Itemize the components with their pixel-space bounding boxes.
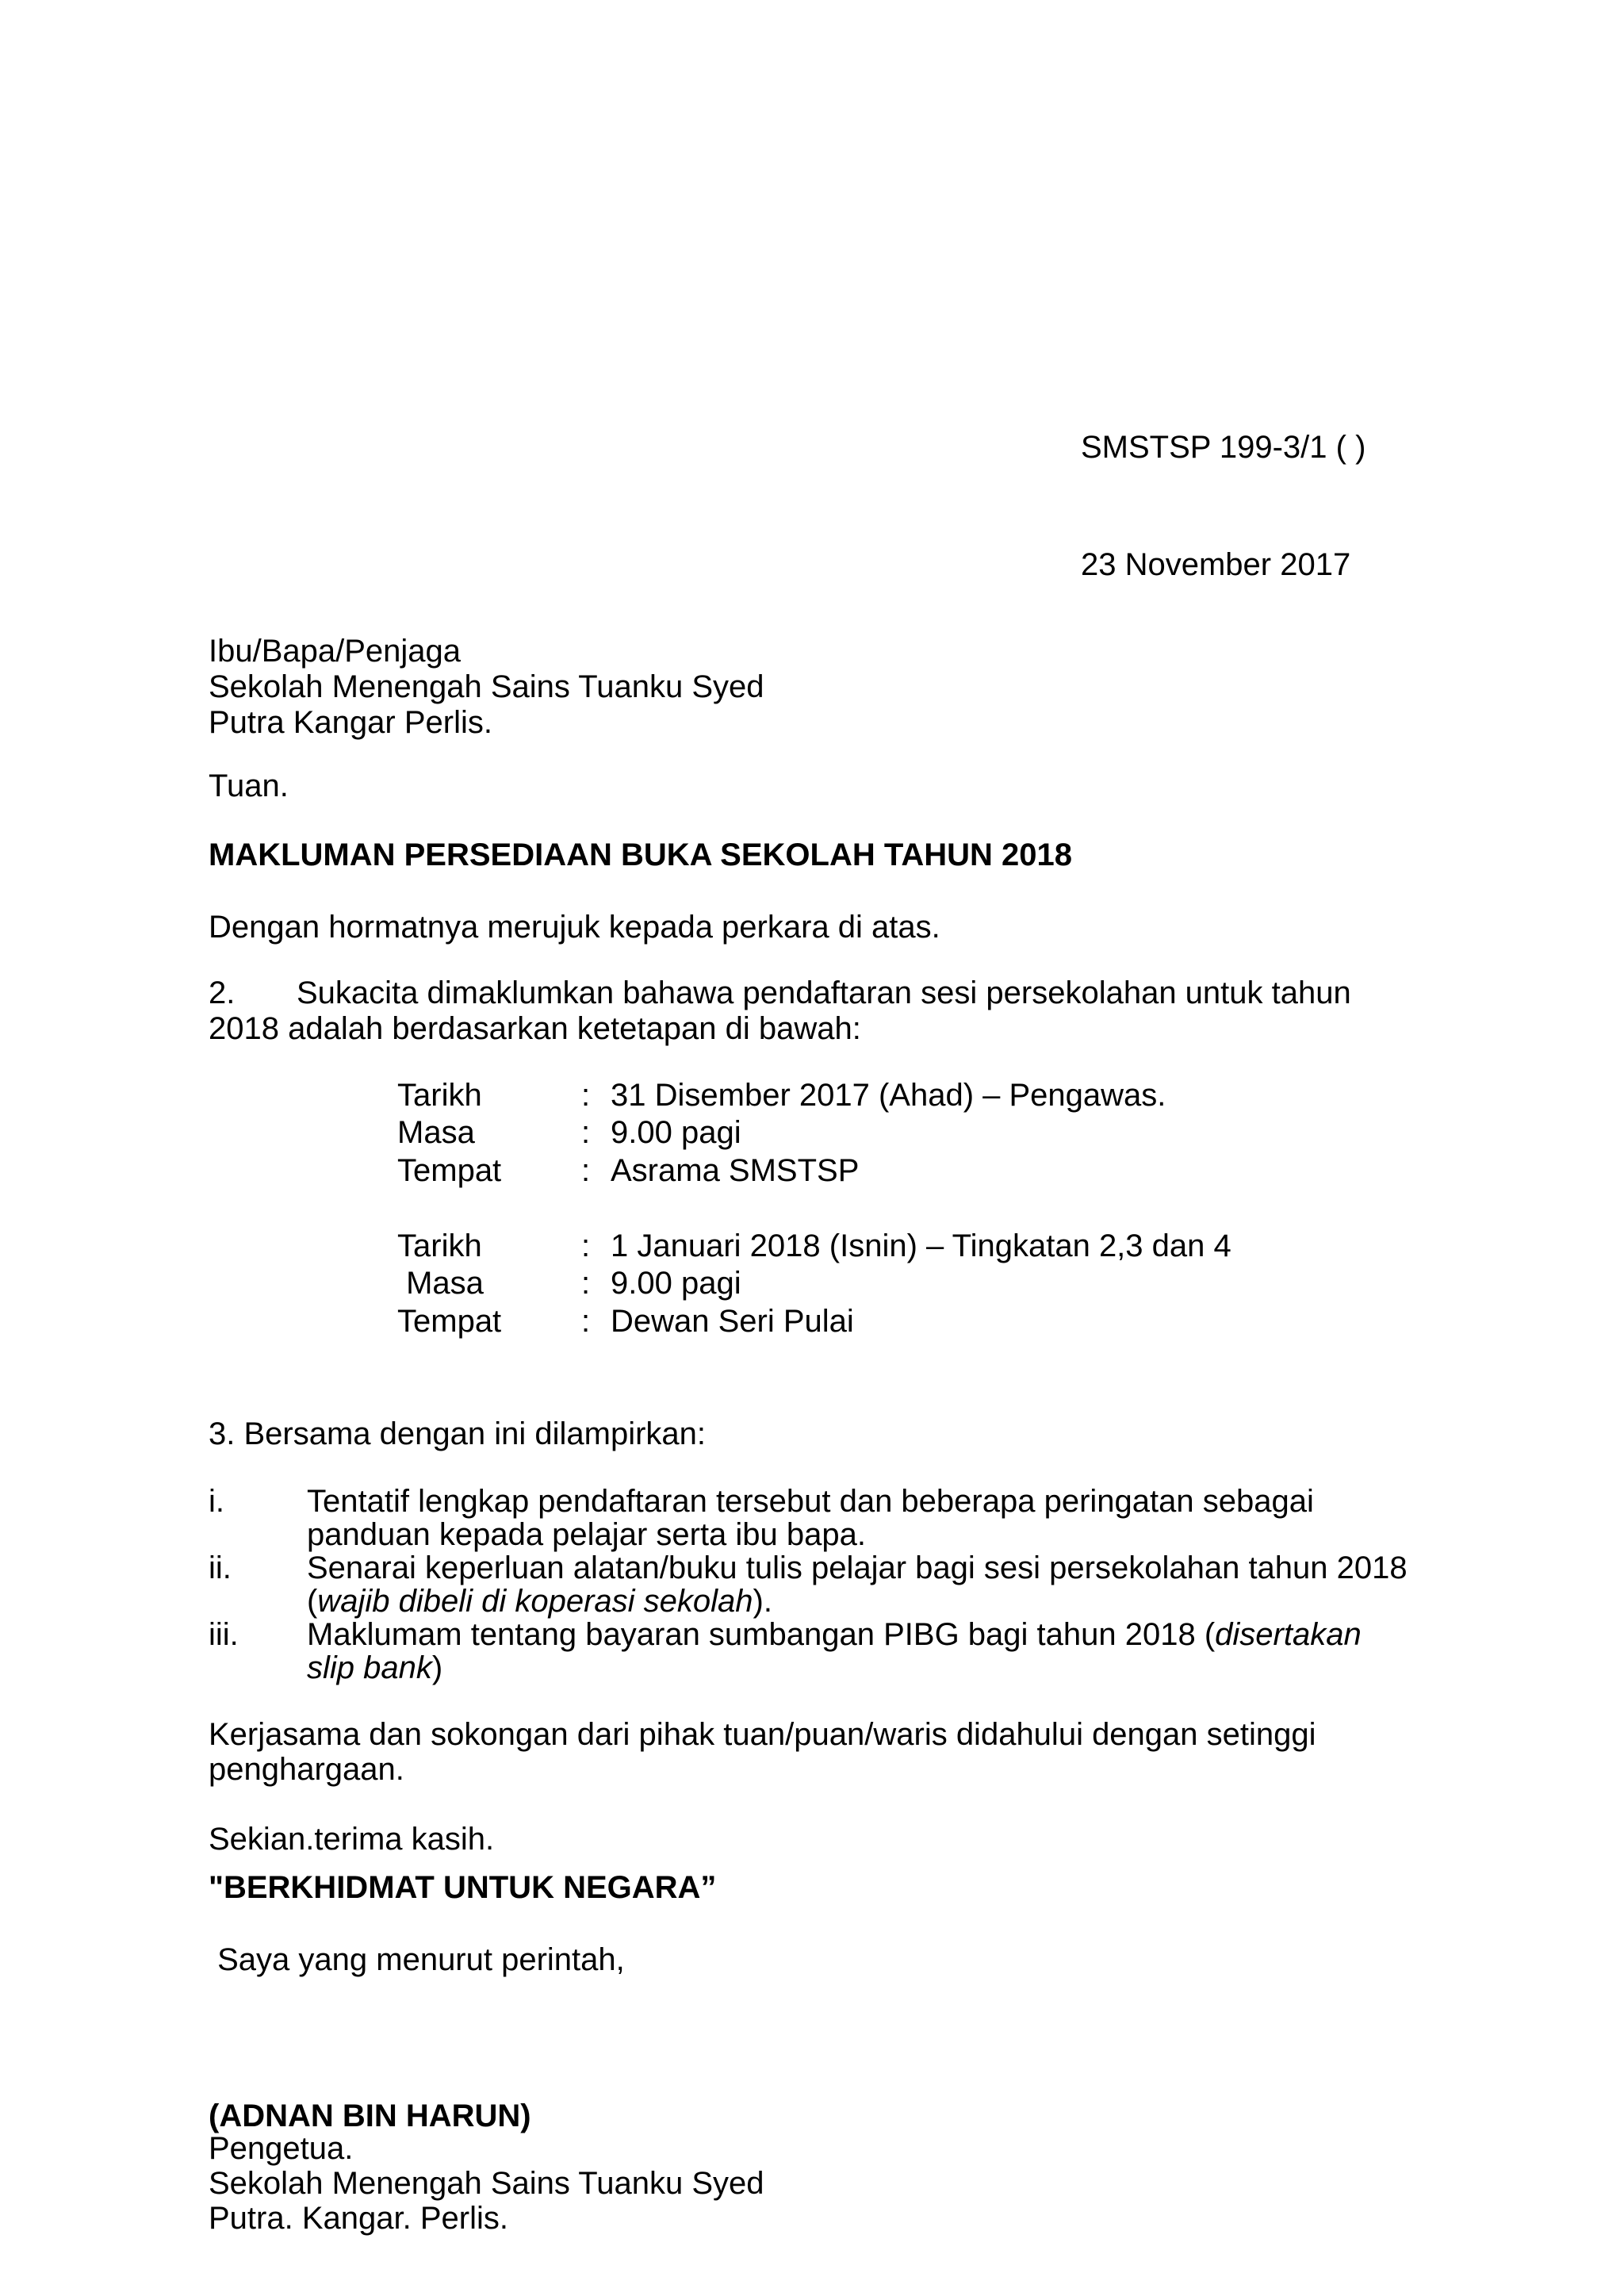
schedule-label: Tarikh <box>397 1078 482 1113</box>
obedient-line: Saya yang menurut perintah, <box>209 1942 625 1977</box>
list-number: i. <box>209 1484 224 1519</box>
paragraph-3: 3. Bersama dengan ini dilampirkan: <box>209 1416 707 1451</box>
italic-note: disertakan <box>1215 1617 1362 1652</box>
paragraph-1: Dengan hormatnya merujuk kepada perkara di atas. <box>209 910 940 945</box>
recipient-line: Ibu/Bapa/Penjaga <box>209 634 462 669</box>
signatory-name: (ADNAN BIN HARUN) <box>209 2099 531 2133</box>
letter-subject: MAKLUMAN PERSEDIAAN BUKA SEKOLAH TAHUN 2018 <box>209 838 1072 872</box>
schedule-label: Tarikh <box>397 1228 482 1263</box>
list-item-line: panduan kepada pelajar serta ibu bapa. <box>307 1517 866 1552</box>
schedule-label: Tempat <box>397 1153 502 1188</box>
thanks-line: Sekian.terima kasih. <box>209 1822 495 1857</box>
recipient-line: Sekolah Menengah Sains Tuanku Syed <box>209 669 764 704</box>
italic-note: wajib dibeli di koperasi sekolah <box>317 1584 753 1619</box>
schedule-value: 31 Disember 2017 (Ahad) – Pengawas. <box>611 1078 1166 1113</box>
paren-close: ). <box>753 1584 772 1619</box>
schedule-value: 9.00 pagi <box>611 1266 741 1301</box>
closing-line: penghargaan. <box>209 1752 404 1787</box>
paren-open: ( <box>307 1584 318 1619</box>
closing-line: Kerjasama dan sokongan dari pihak tuan/puan/waris didahului dengan setinggi <box>209 1717 1316 1752</box>
letter-date: 23 November 2017 <box>1081 547 1351 582</box>
schedule-colon: : <box>581 1228 591 1263</box>
schedule-label: Masa <box>397 1266 484 1301</box>
recipient-line: Putra Kangar Perlis. <box>209 705 492 740</box>
list-item-text: Maklumam tentang bayaran sumbangan PIBG bagi tahun 2018 ( <box>307 1617 1216 1652</box>
reference-number: SMSTSP 199-3/1 ( ) <box>1081 430 1366 465</box>
paragraph-line: Sukacita dimaklumkan bahawa pendaftaran sesi persekolahan untuk tahun <box>297 976 1351 1010</box>
schedule-value: Asrama SMSTSP <box>611 1153 860 1188</box>
signatory-school: Sekolah Menengah Sains Tuanku Syed <box>209 2166 764 2201</box>
salutation: Tuan. <box>209 769 289 803</box>
list-item-line: Senarai keperluan alatan/buku tulis pelajar bagi sesi persekolahan tahun 2018 <box>307 1550 1408 1585</box>
schedule-label: Masa <box>397 1115 475 1150</box>
paragraph-line: 2018 adalah berdasarkan ketetapan di bawah: <box>209 1011 861 1046</box>
signatory-title: Pengetua. <box>209 2131 354 2166</box>
schedule-colon: : <box>581 1115 591 1150</box>
list-item-line <box>307 1616 1362 1653</box>
schedule-label: Tempat <box>397 1304 502 1339</box>
schedule-value: 9.00 pagi <box>611 1115 741 1150</box>
list-number: ii. <box>209 1550 232 1585</box>
schedule-value: Dewan Seri Pulai <box>611 1304 854 1339</box>
paren-close: ) <box>431 1650 443 1685</box>
schedule-colon: : <box>581 1153 591 1188</box>
list-number: iii. <box>209 1617 239 1652</box>
list-item-line <box>307 1650 442 1686</box>
schedule-colon: : <box>581 1304 591 1339</box>
schedule-colon: : <box>581 1078 591 1113</box>
list-item-line <box>307 1583 772 1619</box>
motto: "BERKHIDMAT UNTUK NEGARA” <box>209 1870 717 1905</box>
italic-note: slip bank <box>307 1650 432 1685</box>
schedule-colon: : <box>581 1266 591 1301</box>
list-item-line: Tentatif lengkap pendaftaran tersebut dan beberapa peringatan sebagai <box>307 1484 1314 1519</box>
schedule-value: 1 Januari 2018 (Isnin) – Tingkatan 2,3 dan 4 <box>611 1228 1231 1263</box>
signatory-address: Putra. Kangar. Perlis. <box>209 2201 508 2236</box>
paragraph-number: 2. <box>209 976 236 1010</box>
